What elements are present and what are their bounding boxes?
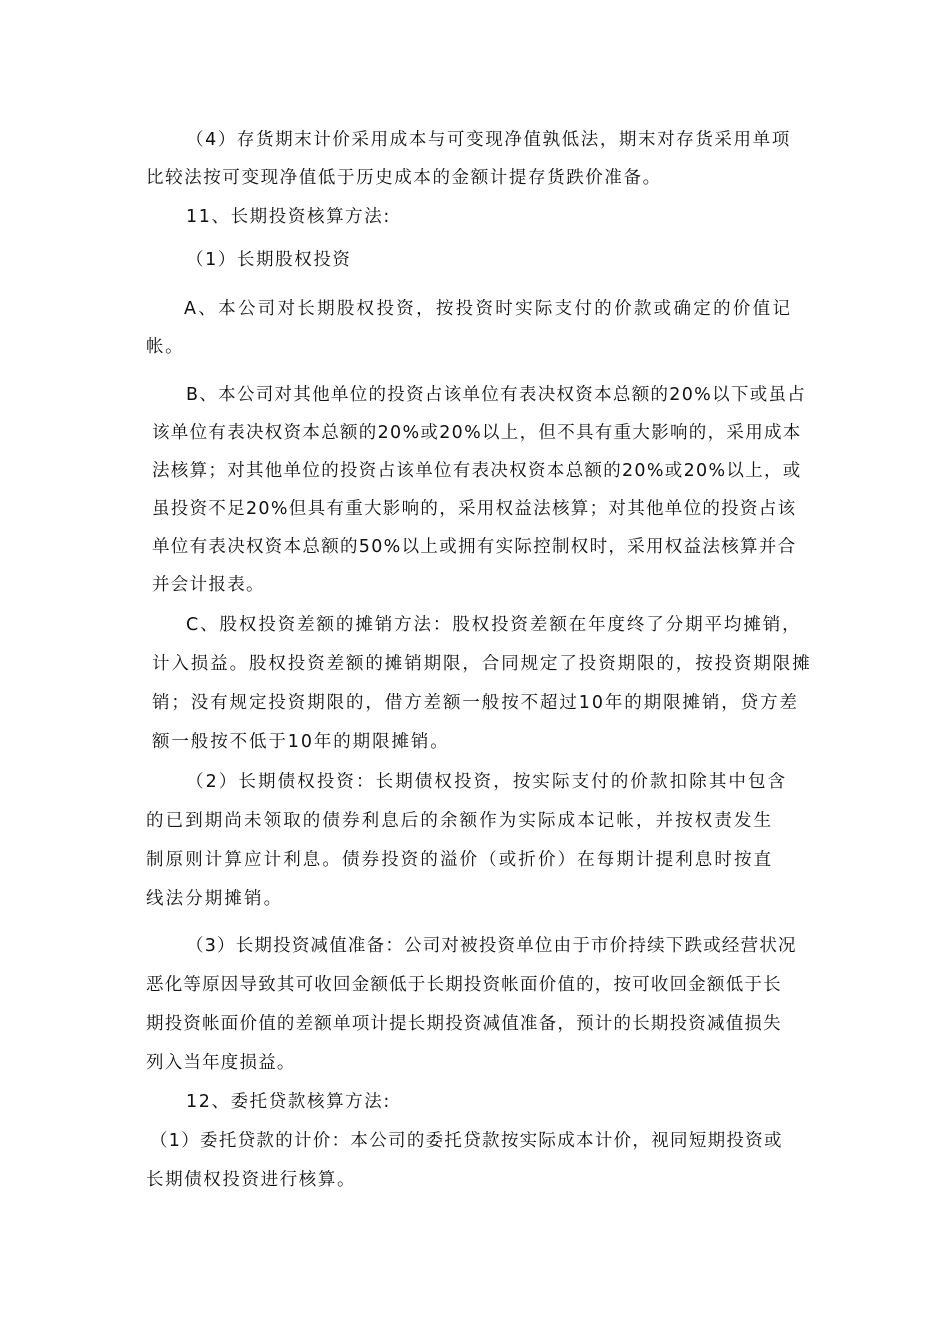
text-line: 制原则计算应计利息。债券投资的溢价（或折价）在每期计提利息时按直	[146, 850, 774, 870]
text-line: 比较法按可变现净值低于历史成本的金额计提存货跌价准备。	[146, 168, 662, 188]
text-line: 该单位有表决权资本总额的20%或20%以上，但不具有重大影响的，采用成本	[152, 423, 802, 443]
text-line: A、本公司对长期股权投资，按投资时实际支付的价款或确定的价值记	[184, 299, 793, 319]
text-line: （4）存货期末计价采用成本与可变现净值孰低法，期末对存货采用单项	[186, 130, 791, 150]
text-line: 并会计报表。	[152, 575, 265, 595]
text-line: 单位有表决权资本总额的50%以上或拥有实际控制权时，采用权益法核算并合	[152, 537, 797, 557]
text-line: 线法分期摊销。	[146, 889, 284, 909]
section-heading: 12、委托贷款核算方法:	[186, 1092, 391, 1112]
subsection-heading: （1）长期股权投资	[186, 250, 352, 270]
text-line: 列入当年度损益。	[146, 1053, 296, 1073]
text-line: 期投资帐面价值的差额单项计提长期投资减值准备，预计的长期投资减值损失	[146, 1014, 782, 1034]
text-line: 虽投资不足20%但具有重大影响的，采用权益法核算；对其他单位的投资占该	[152, 499, 797, 519]
text-line: 额一般按不低于10年的期限摊销。	[152, 732, 450, 752]
text-line: （3）长期投资减值准备：公司对被投资单位由于市价持续下跌或经营状况	[186, 936, 797, 956]
text-line: 恶化等原因导致其可收回金额低于长期投资帐面价值的，按可收回金额低于长	[146, 975, 782, 995]
text-line: 计入损益。股权投资差额的摊销期限，合同规定了投资期限的，按投资期限摊	[152, 654, 812, 674]
text-line: 帐。	[146, 337, 185, 357]
text-line: 的已到期尚未领取的债券利息后的余额作为实际成本记帐，并按权责发生	[146, 811, 774, 831]
text-line: 长期债权投资进行核算。	[146, 1170, 357, 1190]
text-line: B、本公司对其他单位的投资占该单位有表决权资本总额的20%以下或虽占	[186, 385, 807, 405]
text-line: C、股权投资差额的摊销方法：股权投资差额在年度终了分期平均摊销，	[186, 615, 802, 635]
section-heading: 11、长期投资核算方法:	[186, 207, 391, 227]
text-line: （2）长期债权投资：长期债权投资，按实际支付的价款扣除其中包含	[186, 772, 788, 792]
text-line: （1）委托贷款的计价：本公司的委托贷款按实际成本计价，视同短期投资或	[150, 1131, 783, 1151]
text-line: 法核算；对其他单位的投资占该单位有表决权资本总额的20%或20%以上，或	[152, 461, 802, 481]
text-line: 销；没有规定投资期限的，借方差额一般按不超过10年的期限摊销，贷方差	[152, 693, 799, 713]
